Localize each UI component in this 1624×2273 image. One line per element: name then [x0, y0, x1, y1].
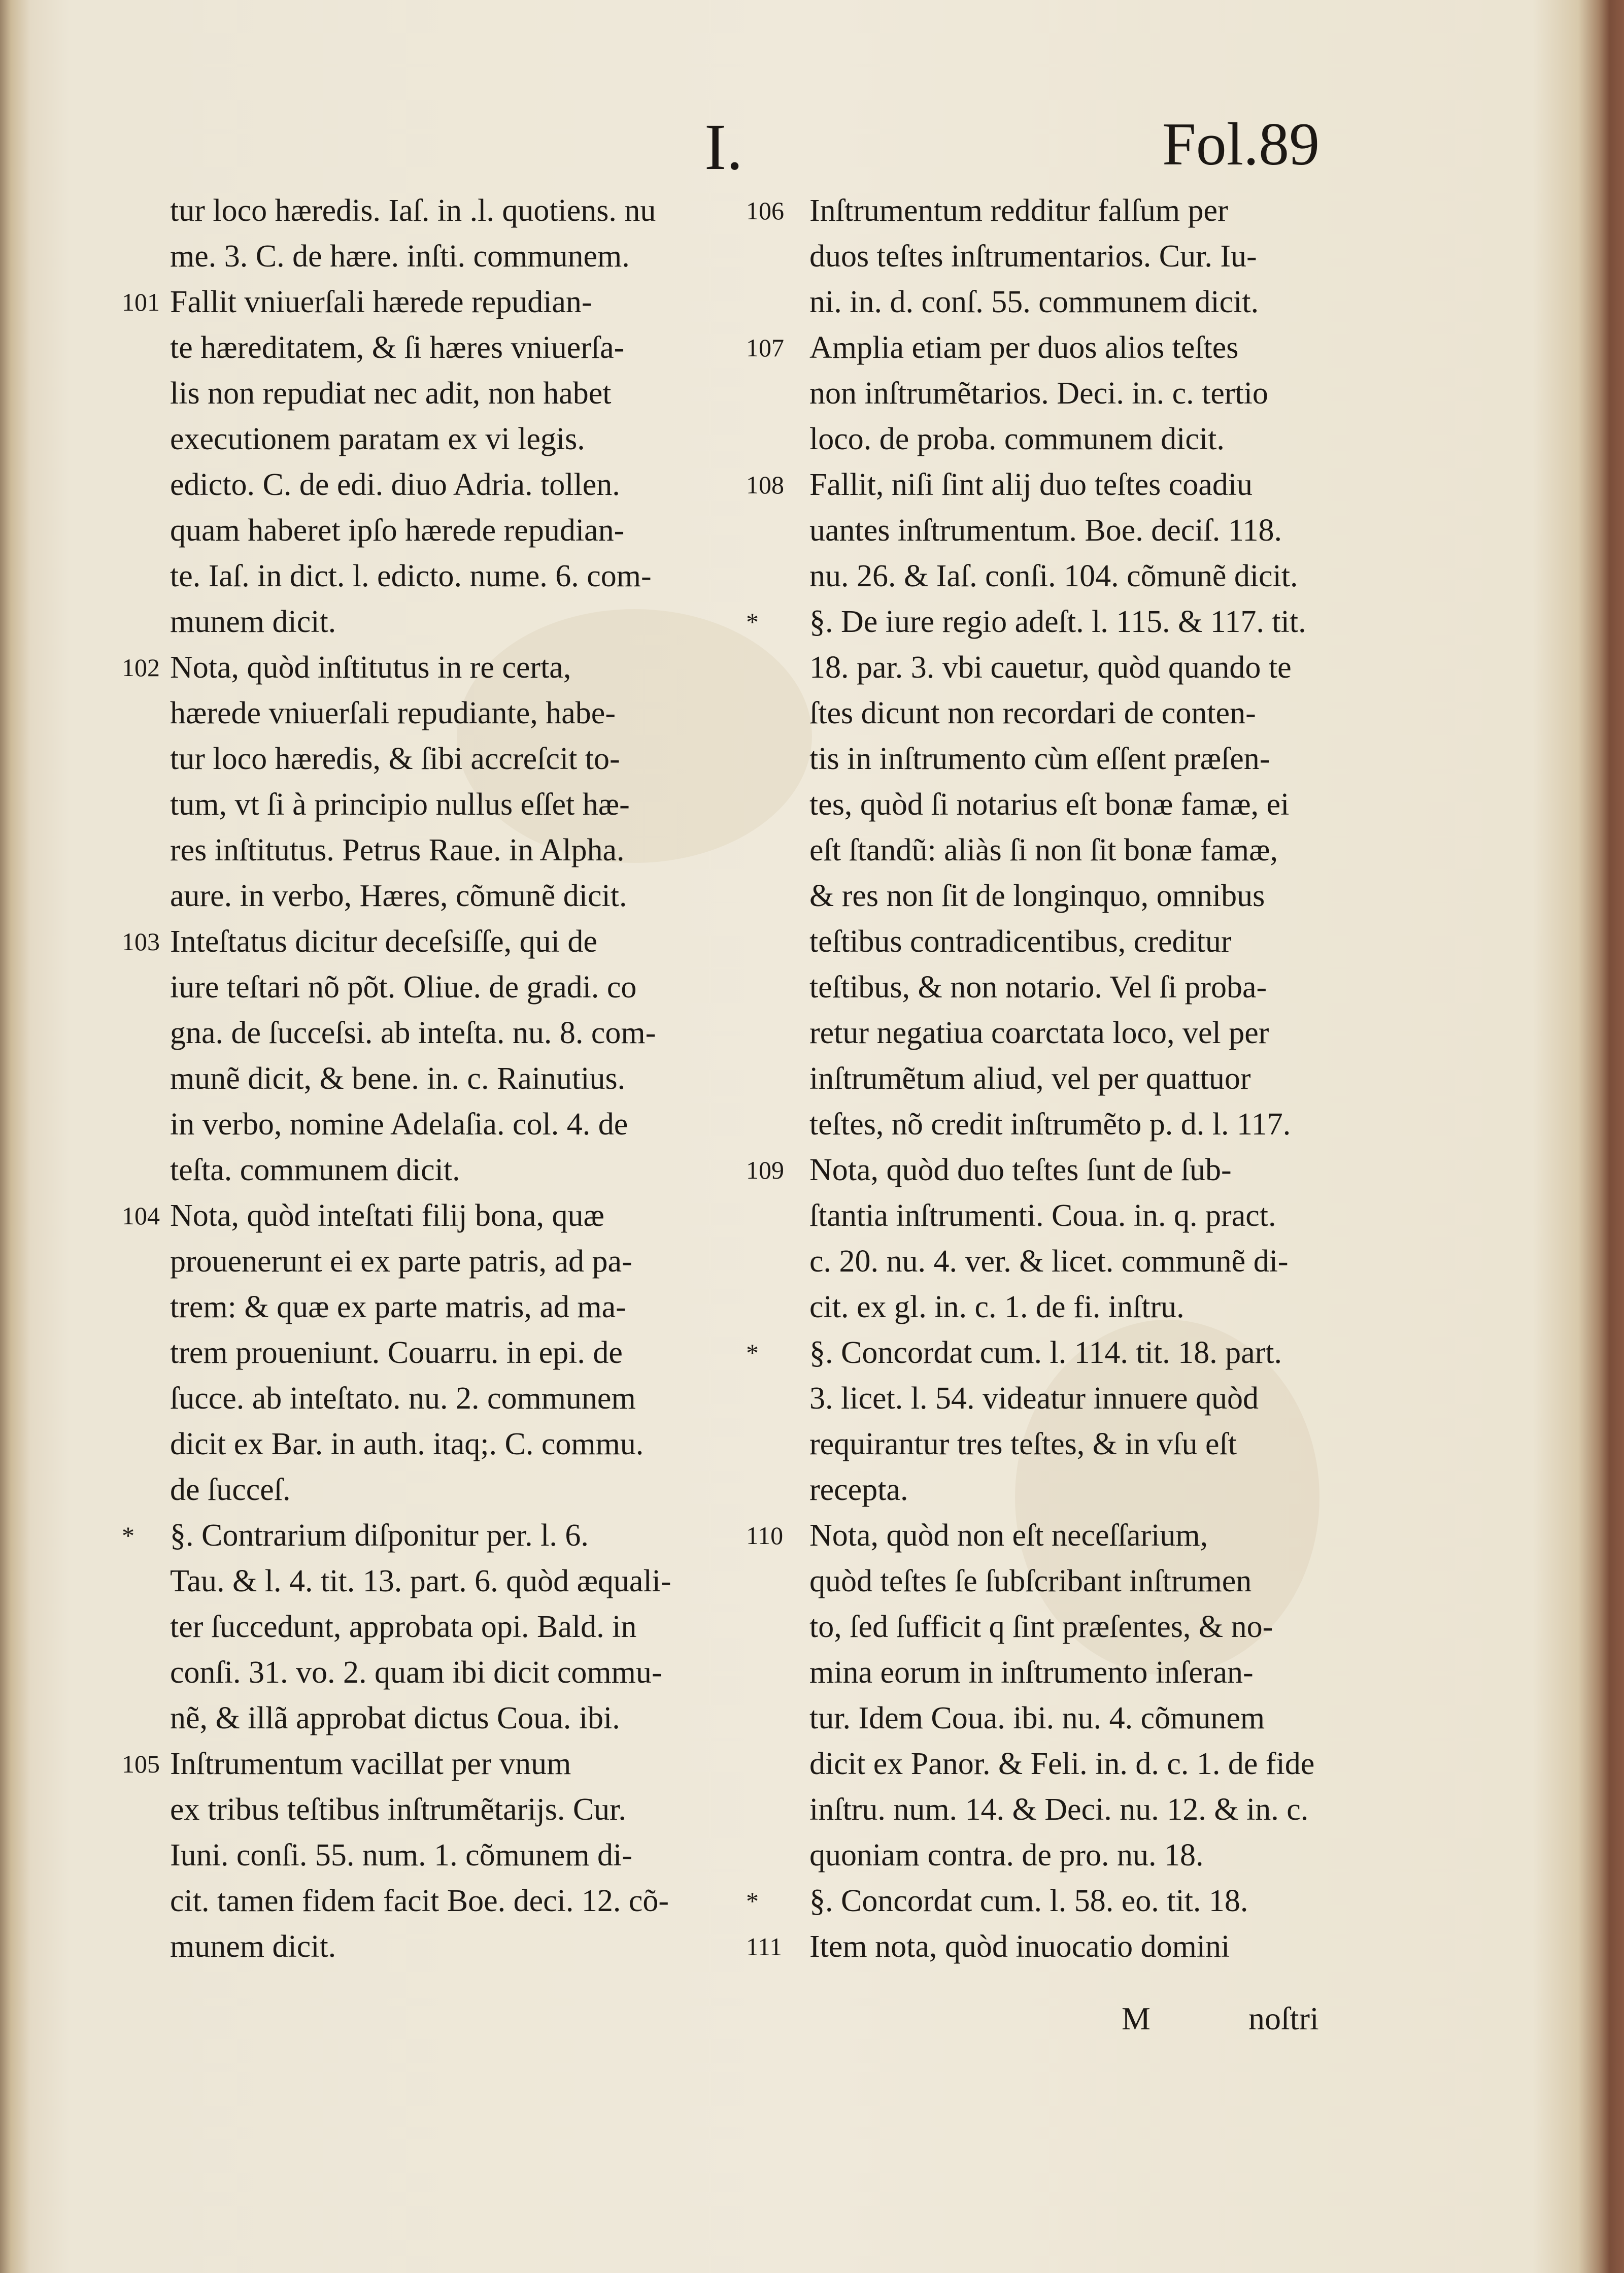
line-text: tur loco hæredis. Iaſ. in .l. quotiens. nu [170, 193, 656, 228]
text-line [746, 1147, 1350, 1193]
line-text: to, ſed ſufficit q ſint præſentes, & no- [809, 1610, 1273, 1644]
signature-mark: M [1122, 2000, 1151, 2036]
line-text: requirantur tres teſtes, & in vſu eſt [809, 1427, 1237, 1461]
text-line [746, 1056, 1350, 1101]
text-line [746, 1558, 1350, 1604]
text-line [122, 1284, 731, 1330]
line-text: quam haberet ipſo hærede repudian- [170, 513, 625, 548]
text-line [746, 416, 1350, 462]
line-text: loco. de proba. communem dicit. [809, 422, 1225, 456]
text-line [746, 279, 1350, 325]
line-text: de ſucceſ. [170, 1473, 291, 1507]
line-text: Amplia etiam per duos alios teſtes [809, 330, 1239, 365]
line-text: teſta. communem dicit. [170, 1153, 460, 1187]
line-text: §. Concordat cum. l. 58. eo. tit. 18. [809, 1884, 1248, 1918]
line-text: teſtes, nõ credit inſtrumẽto p. d. l. 117. [809, 1107, 1291, 1142]
line-text: lis non repudiat nec adit, non habet [170, 376, 612, 411]
line-text: c. 20. nu. 4. ver. & licet. communẽ di- [809, 1244, 1289, 1279]
line-text: edicto. C. de edi. diuo Adria. tollen. [170, 467, 620, 502]
left-text-column [122, 188, 731, 1969]
line-text: Inſtrumentum vacillat per vnum [170, 1747, 571, 1781]
line-text: non inſtrumẽtarios. Deci. in. c. tertio [809, 376, 1268, 411]
line-text: cit. ex gl. in. c. 1. de fi. inſtru. [809, 1290, 1185, 1324]
line-text: eſt ſtandũ: aliàs ſi non ſit bonæ famæ, [809, 833, 1278, 867]
text-line [122, 919, 731, 964]
text-line [122, 1741, 731, 1787]
text-line [746, 1010, 1350, 1056]
text-line [122, 827, 731, 873]
line-text: cit. tamen fidem facit Boe. deci. 12. cõ- [170, 1884, 669, 1918]
line-text: inſtru. num. 14. & Deci. nu. 12. & in. c. [809, 1792, 1309, 1827]
text-line [746, 1467, 1350, 1513]
line-text: conſi. 31. vo. 2. quam ibi dicit commu- [170, 1655, 662, 1690]
text-line [122, 1056, 731, 1101]
text-line [746, 1513, 1350, 1558]
text-line [122, 1878, 731, 1924]
text-line [122, 1695, 731, 1741]
line-text: Nota, quòd inſtitutus in re certa, [170, 650, 571, 685]
text-line [746, 1330, 1350, 1376]
line-text: §. De iure regio adeſt. l. 115. & 117. tit. [809, 605, 1306, 639]
text-line [122, 508, 731, 553]
entry-number: 105 [122, 1750, 160, 1778]
text-line [746, 371, 1350, 416]
line-text: Fallit vniuerſali hærede repudian- [170, 285, 592, 319]
text-line [122, 1604, 731, 1650]
text-line [746, 782, 1350, 827]
line-text: Tau. & l. 4. tit. 13. part. 6. quòd æquali- [170, 1564, 671, 1598]
text-line [746, 599, 1350, 645]
text-line [122, 325, 731, 371]
text-line [122, 462, 731, 508]
line-text: iure teſtari nõ põt. Oliue. de gradi. co [170, 970, 637, 1005]
text-line [122, 1924, 731, 1969]
text-line [122, 1650, 731, 1695]
text-line [122, 645, 731, 690]
text-line [122, 1421, 731, 1467]
text-line [746, 1193, 1350, 1239]
entry-number: * [746, 1339, 759, 1367]
page-signature: I. [704, 111, 743, 184]
line-text: Iuni. conſi. 55. num. 1. cõmunem di- [170, 1838, 632, 1873]
line-text: nu. 26. & Iaſ. conſi. 104. cõmunẽ dicit. [809, 559, 1298, 593]
line-text: retur negatiua coarctata loco, vel per [809, 1016, 1269, 1050]
text-line [746, 188, 1350, 233]
line-text: dicit ex Panor. & Feli. in. d. c. 1. de fide [809, 1747, 1315, 1781]
text-line [746, 1239, 1350, 1284]
line-text: Nota, quòd duo teſtes ſunt de ſub- [809, 1153, 1232, 1187]
text-line [122, 188, 731, 233]
text-line [746, 736, 1350, 782]
line-text: dicit ex Bar. in auth. itaq;. C. commu. [170, 1427, 644, 1461]
text-line [122, 233, 731, 279]
entry-number: 109 [746, 1156, 784, 1184]
line-text: aure. in verbo, Hæres, cõmunẽ dicit. [170, 879, 627, 913]
text-line [746, 919, 1350, 964]
text-line [122, 371, 731, 416]
entry-number: 102 [122, 653, 160, 682]
line-text: ter ſuccedunt, approbata opi. Bald. in [170, 1610, 637, 1644]
line-text: me. 3. C. de hære. inſti. communem. [170, 239, 630, 274]
entry-number: 106 [746, 196, 784, 225]
text-line [746, 325, 1350, 371]
line-text: ex tribus teſtibus inſtrumẽtarijs. Cur. [170, 1792, 626, 1827]
line-text: res inſtitutus. Petrus Raue. in Alpha. [170, 833, 625, 867]
line-text: munem dicit. [170, 605, 336, 639]
text-line [746, 827, 1350, 873]
text-line [122, 1147, 731, 1193]
text-line [746, 1878, 1350, 1924]
line-text: ſucce. ab inteſtato. nu. 2. communem [170, 1381, 636, 1416]
line-text: ſtes dicunt non recordari de conten- [809, 696, 1256, 730]
line-text: tum, vt ſi à principio nullus eſſet hæ- [170, 787, 630, 822]
line-text: munem dicit. [170, 1929, 336, 1964]
entry-number: 104 [122, 1201, 160, 1230]
line-text: 3. licet. l. 54. videatur innuere quòd [809, 1381, 1259, 1416]
text-line [746, 645, 1350, 690]
line-text: Nota, quòd inteſtati filij bona, quæ [170, 1198, 604, 1233]
entry-number: 110 [746, 1521, 784, 1550]
text-line [122, 1101, 731, 1147]
right-text-column [746, 188, 1350, 1969]
line-text: teſtibus contradicentibus, creditur [809, 924, 1232, 959]
line-text: & res non ſit de longinquo, omnibus [809, 879, 1265, 913]
text-line [122, 1513, 731, 1558]
line-text: nẽ, & illã approbat dictus Coua. ibi. [170, 1701, 620, 1735]
text-line [122, 279, 731, 325]
text-line [746, 1695, 1350, 1741]
line-text: inſtrumẽtum aliud, vel per quattuor [809, 1061, 1251, 1096]
text-line [746, 690, 1350, 736]
entry-number: 107 [746, 333, 784, 362]
text-line [122, 736, 731, 782]
text-line [746, 1101, 1350, 1147]
text-line [122, 1832, 731, 1878]
line-text: tes, quòd ſi notarius eſt bonæ famæ, ei [809, 787, 1290, 822]
line-text: ſtantia inſtrumenti. Coua. in. q. pract. [809, 1198, 1276, 1233]
line-text: Inſtrumentum redditur falſum per [809, 193, 1228, 228]
line-text: Fallit, niſi ſint alij duo teſtes coadiu [809, 467, 1253, 502]
folio-number: Fol.89 [1162, 110, 1320, 178]
text-line [746, 1604, 1350, 1650]
line-text: mina eorum in inſtrumento inſeran- [809, 1655, 1254, 1690]
text-line [122, 964, 731, 1010]
line-text: executionem paratam ex vi legis. [170, 422, 585, 456]
entry-number: * [122, 1521, 134, 1550]
entry-number: 108 [746, 471, 784, 499]
text-line [122, 1193, 731, 1239]
line-text: §. Concordat cum. l. 114. tit. 18. part. [809, 1335, 1282, 1370]
text-line [746, 462, 1350, 508]
line-text: trem proueniunt. Couarru. in epi. de [170, 1335, 623, 1370]
text-line [746, 1741, 1350, 1787]
text-line [122, 1376, 731, 1421]
line-text: 18. par. 3. vbi cauetur, quòd quando te [809, 650, 1292, 685]
line-text: tur. Idem Coua. ibi. nu. 4. cõmunem [809, 1701, 1265, 1735]
line-text: te. Iaſ. in dict. l. edicto. nume. 6. com- [170, 559, 652, 593]
entry-number: 101 [122, 288, 160, 316]
line-text: uantes inſtrumentum. Boe. deciſ. 118. [809, 513, 1282, 548]
text-line [746, 1787, 1350, 1832]
text-line [746, 1650, 1350, 1695]
text-line [122, 553, 731, 599]
entry-number: * [746, 1887, 759, 1915]
catchword: noſtri [1248, 2000, 1319, 2036]
text-line [746, 1421, 1350, 1467]
line-text: hærede vniuerſali repudiante, habe- [170, 696, 616, 730]
entry-number: * [746, 608, 759, 636]
text-line [122, 1558, 731, 1604]
line-text: quoniam contra. de pro. nu. 18. [809, 1838, 1204, 1873]
line-text: gna. de ſucceſsi. ab inteſta. nu. 8. com- [170, 1016, 656, 1050]
line-text: tur loco hæredis, & ſibi accreſcit to- [170, 742, 620, 776]
text-line [746, 1376, 1350, 1421]
line-text: Nota, quòd non eſt neceſſarium, [809, 1518, 1208, 1553]
line-text: duos teſtes inſtrumentarios. Cur. Iu- [809, 239, 1257, 274]
line-text: Inteſtatus dicitur deceſsiſſe, qui de [170, 924, 597, 959]
line-text: trem: & quæ ex parte matris, ad ma- [170, 1290, 626, 1324]
text-line [746, 1284, 1350, 1330]
text-line [122, 690, 731, 736]
line-text: teſtibus, & non notario. Vel ſi proba- [809, 970, 1267, 1005]
text-line [746, 1924, 1350, 1969]
line-text: munẽ dicit, & bene. in. c. Rainutius. [170, 1061, 626, 1096]
entry-number: 111 [746, 1932, 783, 1961]
line-text: prouenerunt ei ex parte patris, ad pa- [170, 1244, 632, 1279]
text-line [122, 599, 731, 645]
line-text: Item nota, quòd inuocatio domini [809, 1929, 1230, 1964]
entry-number: 103 [122, 927, 160, 956]
line-text: tis in inſtrumento cùm eſſent præſen- [809, 742, 1270, 776]
line-text: quòd teſtes ſe ſubſcribant inſtrumen [809, 1564, 1252, 1598]
text-line [746, 964, 1350, 1010]
text-line [122, 416, 731, 462]
text-line [122, 873, 731, 919]
text-line [122, 1787, 731, 1832]
text-line [746, 1832, 1350, 1878]
text-line [746, 508, 1350, 553]
text-line [122, 1239, 731, 1284]
line-text: in verbo, nomine Adelaſia. col. 4. de [170, 1107, 628, 1142]
text-line [746, 233, 1350, 279]
text-line [122, 1330, 731, 1376]
text-line [122, 1467, 731, 1513]
line-text: recepta. [809, 1473, 908, 1507]
line-text: te hæreditatem, & ſi hæres vniuerſa- [170, 330, 625, 365]
text-line [122, 782, 731, 827]
line-text: §. Contrarium diſponitur per. l. 6. [170, 1518, 589, 1553]
text-line [122, 1010, 731, 1056]
text-line [746, 553, 1350, 599]
text-line [746, 873, 1350, 919]
line-text: ni. in. d. conſ. 55. communem dicit. [809, 285, 1259, 319]
